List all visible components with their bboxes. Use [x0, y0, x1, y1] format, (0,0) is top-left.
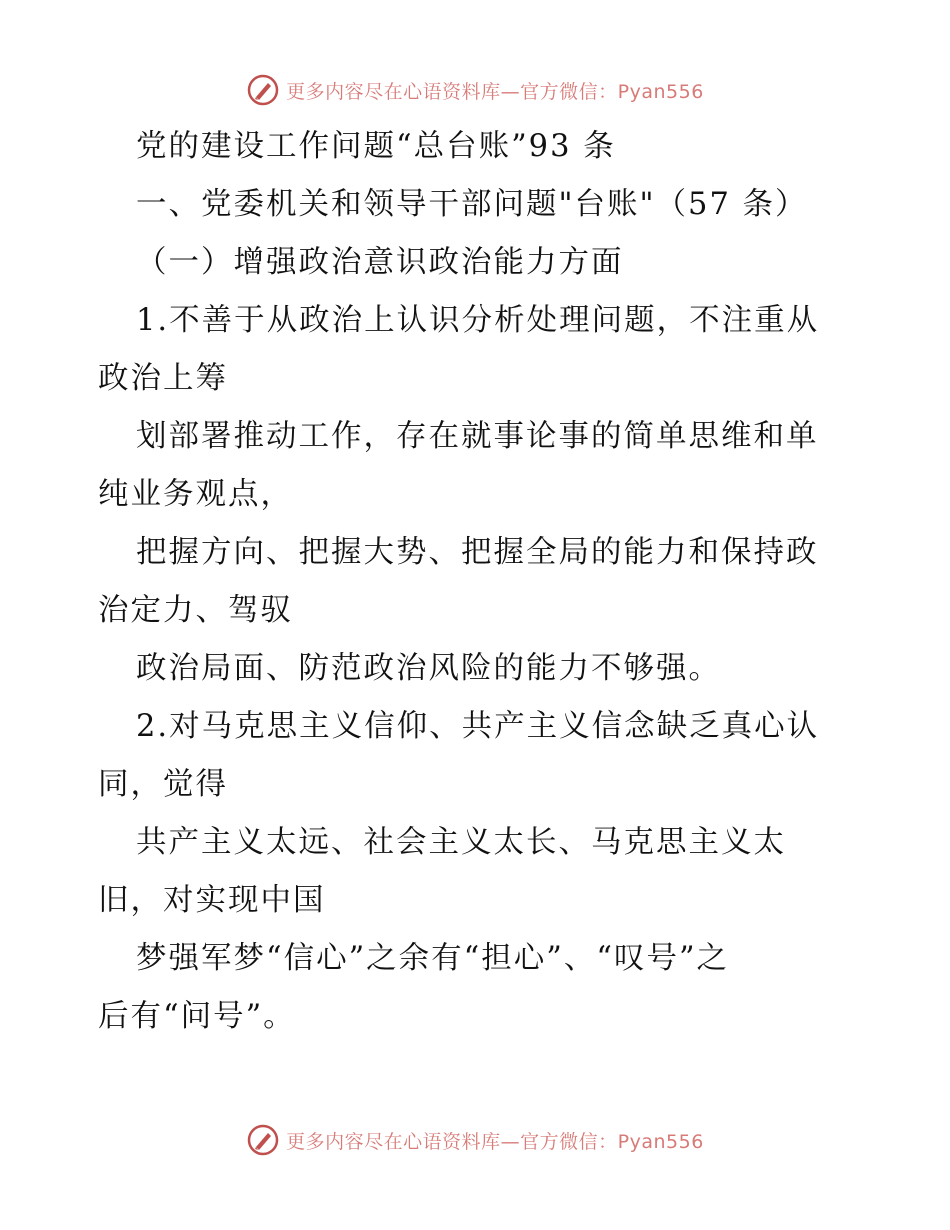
paragraph-line: 2.对马克思主义信仰、共产主义信念缺乏真心认 — [136, 709, 820, 744]
watermark-header — [0, 70, 950, 110]
paragraph-line: 政治局面、防范政治风险的能力不够强。 — [136, 651, 721, 686]
paragraph-line: 治定力、驾驭 — [98, 593, 293, 628]
paragraph-line: 把握方向、把握大势、把握全局的能力和保持政 — [136, 535, 819, 570]
pen-logo-icon — [246, 1123, 280, 1157]
paragraph-line: 同，觉得 — [98, 767, 228, 802]
pen-logo-icon — [246, 73, 280, 107]
paragraph-line: 划部署推动工作，存在就事论事的简单思维和单 — [136, 419, 819, 454]
paragraph-line: 旧，对实现中国 — [98, 883, 326, 918]
paragraph-line: 纯业务观点， — [98, 477, 293, 512]
watermark-text: 更多内容尽在心语资料库—官方微信：Pyan556 — [286, 80, 704, 103]
paragraph-line: 后有“问号”。 — [98, 999, 296, 1034]
subsection-heading: （一）增强政治意识政治能力方面 — [136, 245, 624, 280]
paragraph-line: 1.不善于从政治上认识分析处理问题，不注重从 — [136, 303, 820, 338]
watermark-text: 更多内容尽在心语资料库—官方微信：Pyan556 — [286, 1130, 704, 1153]
paragraph-line: 政治上筹 — [98, 361, 228, 396]
document-title: 党的建设工作问题“总台账”93 条 — [136, 129, 616, 164]
paragraph-line: 梦强军梦“信心”之余有“担心”、“叹号”之 — [136, 941, 730, 976]
document-body — [98, 118, 858, 1046]
paragraph-line: 共产主义太远、社会主义太长、马克思主义太 — [136, 825, 786, 860]
section-heading: 一、党委机关和领导干部问题"台账"（57 条） — [136, 187, 808, 222]
watermark-footer — [0, 1120, 950, 1160]
